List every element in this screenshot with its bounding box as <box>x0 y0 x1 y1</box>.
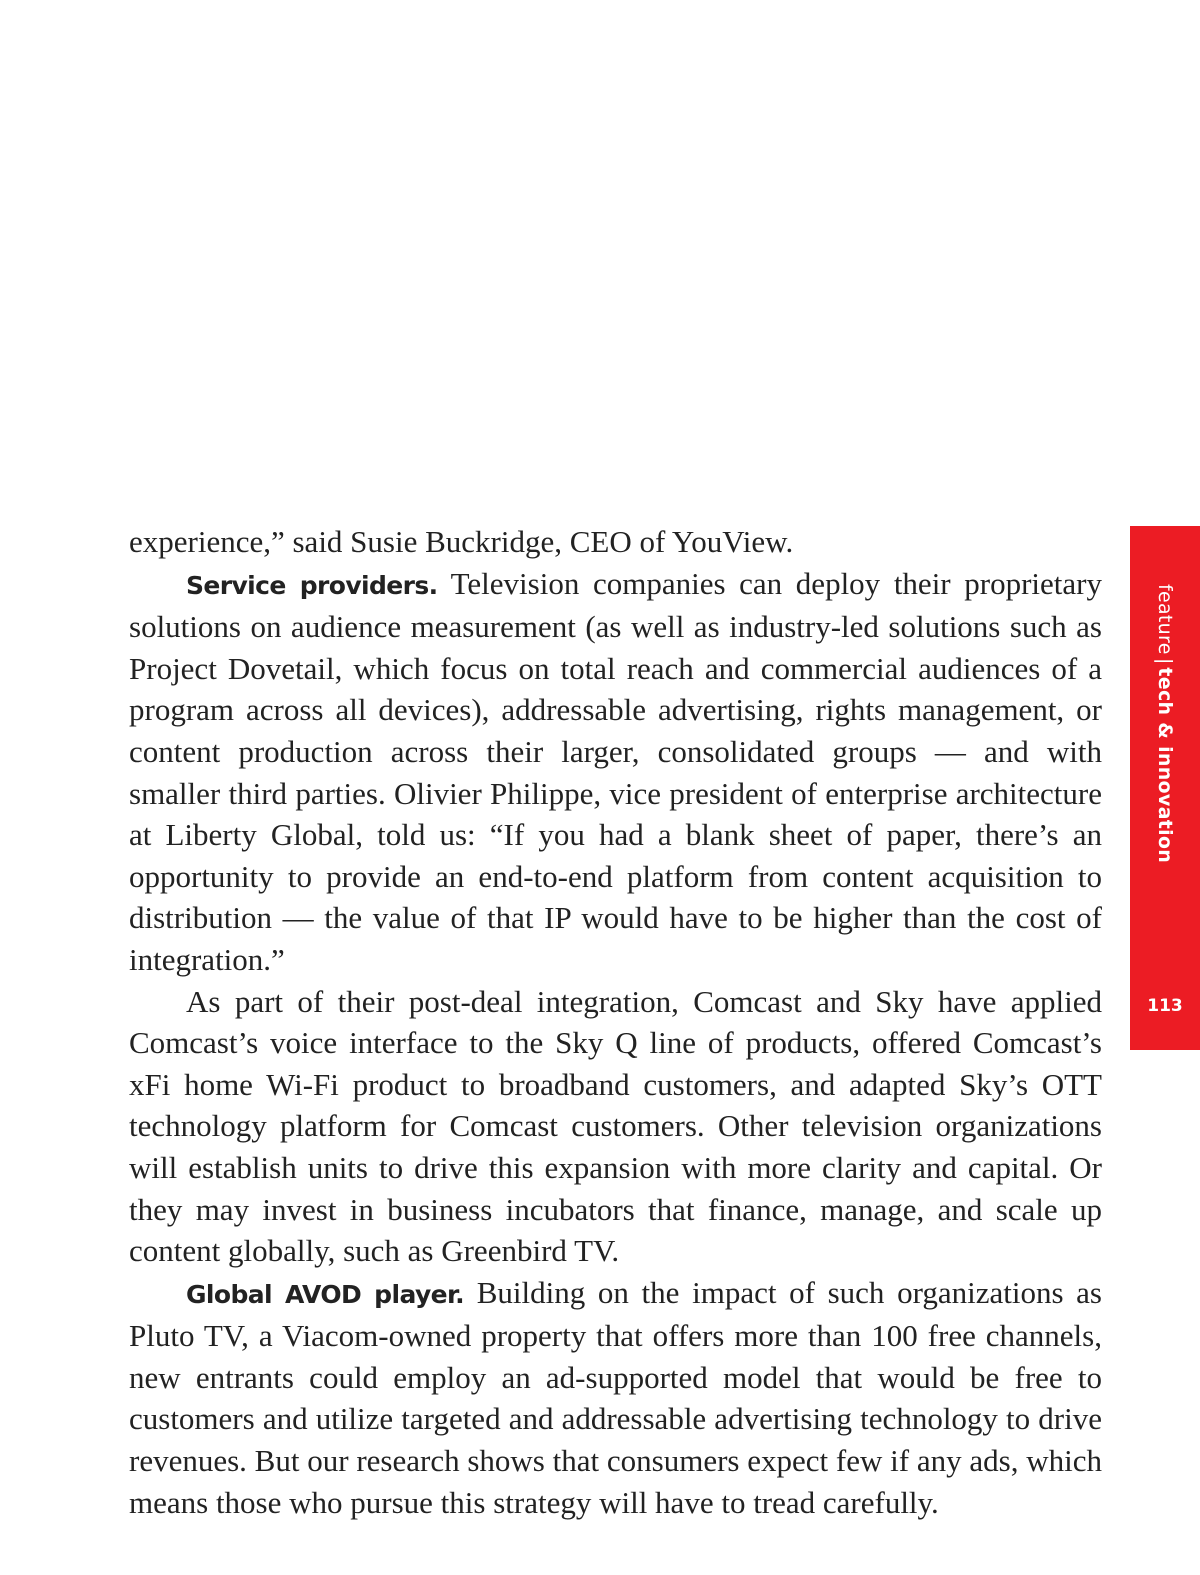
section-topic: tech & innovation <box>1154 667 1176 864</box>
run-in-heading: Global AVOD player. <box>186 1279 465 1309</box>
paragraph-service-providers <box>129 563 1102 981</box>
paragraph-text: Television companies can deploy their proprietary solutions on audience measurement (as well as industry-led solutions such as Project Dovetail, which focus on total reach and commercial audiences of a program across all devices), addressable advertising, rights management, or content production across their larger, consolidated groups — and with smaller third parties. Olivier Philippe, vice president of enterprise architecture at Liberty Global, told us: “If you had a blank sheet of paper, there’s an opportunity to provide an end-to-end platform from content acquisition to distribution — the value of that IP would have to be higher than the cost of integration.” <box>129 565 1102 977</box>
paragraph-global-avod <box>129 1272 1102 1524</box>
paragraph-text: experience,” said Susie Buckridge, CEO of YouView. <box>129 524 794 559</box>
section-separator: | <box>1154 657 1176 665</box>
run-in-heading: Service providers. <box>186 570 438 600</box>
page-number: 113 <box>1147 996 1183 1016</box>
paragraph-continuation <box>129 521 1102 563</box>
paragraph-text: Building on the impact of such organizations as Pluto TV, a Viacom-owned property that offers more than 100 free channels, new entrants could employ an ad-supported model that would be free to customers and utilize targeted and addressable advertising technology to drive revenues. But our research shows that consumers expect few if any ads, which means those who pursue this strategy will have to tread carefully. <box>129 1274 1102 1520</box>
article-body <box>129 521 1102 1523</box>
section-label <box>1154 584 1176 863</box>
section-category: feature <box>1154 584 1176 655</box>
paragraph-text: As part of their post-deal integration, Comcast and Sky have applied Comcast’s voice interface to the Sky Q line of products, offered Comcast’s xFi home Wi-Fi product to broadband customers, and adapted Sky’s OTT technology platform for Comcast customers. Other television organizations will establish units to drive this expansion with more clarity and capital. Or they may invest in business incubators that finance, manage, and scale up content globally, such as Greenbird TV. <box>129 983 1102 1269</box>
paragraph-integration <box>129 981 1102 1272</box>
section-tab <box>1130 526 1200 1050</box>
